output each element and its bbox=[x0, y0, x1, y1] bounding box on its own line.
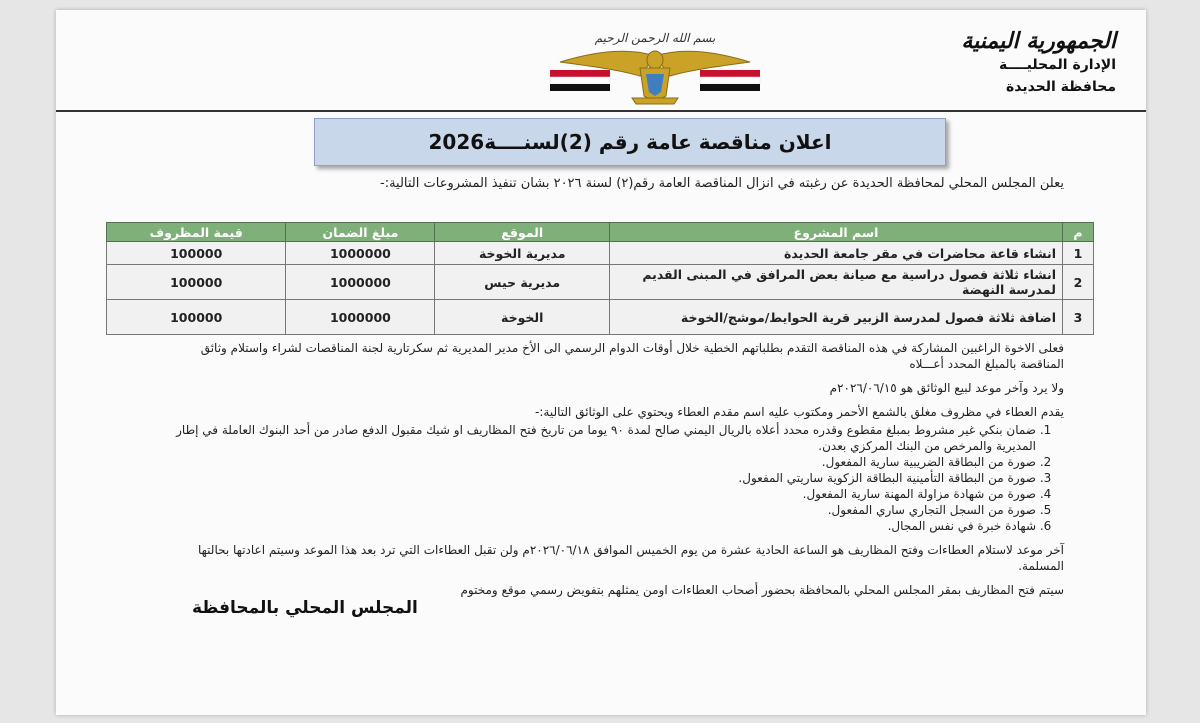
row-envelope: 100000 bbox=[107, 265, 286, 300]
list-item: 6. شهادة خبرة في نفس المجال. bbox=[164, 518, 1036, 534]
header-project: اسم المشروع bbox=[610, 223, 1063, 242]
row-number: 1 bbox=[1063, 242, 1094, 265]
issuer-line-2: محافظة الحديدة bbox=[1005, 79, 1116, 95]
row-location: مديرية الخوخة bbox=[435, 242, 610, 265]
row-project: انشاء ثلاثة فصول دراسية مع صيانة بعض المرافق في المبنى القديم لمدرسة النهضة bbox=[610, 265, 1063, 300]
government-title: الجمهورية اليمنية bbox=[961, 28, 1116, 54]
document-page bbox=[56, 10, 1146, 715]
issuer-line-1: الإدارة المحليــــة bbox=[999, 57, 1116, 73]
intro-paragraph: يعلن المجلس المحلي لمحافظة الحديدة عن رغبته في انزال المناقصة العامة رقم(٢) لسنة ٢٠٢٦ بشان تنفيذ المشروعات التالية:- bbox=[380, 176, 1064, 191]
list-item: 4. صورة من شهادة مزاولة المهنة سارية المفعول. bbox=[164, 486, 1036, 502]
row-number: 3 bbox=[1063, 300, 1094, 335]
yemen-emblem bbox=[540, 26, 770, 108]
list-item: 1. ضمان بنكي غير مشروط بمبلغ مقطوع وقدره محدد أعلاه بالريال اليمني صالح لمدة ٩٠ يوما من تاريخ فتح المظاريف او شيك مقبول الدفع صادر من أحد البنوك العاملة في إطار المديرية والمرخص من البنك المركزي بعدن. bbox=[164, 422, 1036, 454]
row-project: انشاء قاعة محاضرات في مقر جامعة الحديدة bbox=[610, 242, 1063, 265]
row-guarantee: 1000000 bbox=[286, 242, 435, 265]
issuer-block bbox=[896, 28, 1116, 98]
basmala-text: بسم الله الرحمن الرحيم bbox=[594, 31, 716, 45]
projects-table bbox=[106, 222, 1094, 335]
row-location: الخوخة bbox=[435, 300, 610, 335]
row-envelope: 100000 bbox=[107, 242, 286, 265]
table-row bbox=[107, 242, 1094, 265]
header-envelope: قيمة المظروف bbox=[107, 223, 286, 242]
list-item: 2. صورة من البطاقة الضريبية سارية المفعول. bbox=[164, 454, 1036, 470]
header-number: م bbox=[1063, 223, 1094, 242]
envelope-contents-intro: يقدم العطاء في مظروف مغلق بالشمع الأحمر ومكتوب عليه اسم مقدم العطاء ويحتوي على الوثائق التالية:- bbox=[535, 405, 1064, 419]
row-location: مديرية حيس bbox=[435, 265, 610, 300]
list-item: 5. صورة من السجل التجاري ساري المفعول. bbox=[164, 502, 1036, 518]
header-location: الموقع bbox=[435, 223, 610, 242]
submission-deadline-paragraph: آخر موعد لاستلام العطاءات وفتح المظاريف هو الساعة الحادية عشرة من يوم الخميس الموافق ٢٠٢٦/٠٦/١٨م ولن تقبل العطاءات التي ترد بعد هذا الموعد وسيتم اعادتها بحالتها المسلمة. bbox=[197, 543, 1064, 573]
row-guarantee: 1000000 bbox=[286, 265, 435, 300]
opening-paragraph: سيتم فتح المظاريف بمقر المجلس المحلي بالمحافظة بحضور أصحاب العطاءات اومن يمثلهم بتفويض رسمي موقع ومختوم bbox=[460, 583, 1064, 597]
application-paragraph: فعلى الاخوة الراغبين المشاركة في هذه المناقصة التقدم بطلباتهم الخطية خلال أوقات الدوام الرسمي الى الأخ مدير المديرية ثم سكرتارية لجنة المناقصات لشراء واستلام وثائق المناقصة بالمبلغ المحدد أعـــلاه bbox=[200, 341, 1064, 371]
announcement-title: اعلان مناقصة عامة رقم (2)لسنــــة2026 bbox=[428, 130, 832, 154]
announcement-title-box bbox=[314, 118, 946, 166]
row-project: اضافة ثلاثة فصول لمدرسة الزبير قرية الحوايط/موشج/الخوخة bbox=[610, 300, 1063, 335]
deadline-sale-paragraph: ولا يرد وآخر موعد لبيع الوثائق هو ٢٠٢٦/٠٦/١٥م bbox=[829, 381, 1064, 395]
conditions-section bbox=[164, 340, 1064, 606]
header-guarantee: مبلغ الضمان bbox=[286, 223, 435, 242]
row-number: 2 bbox=[1063, 265, 1094, 300]
table-header-row bbox=[107, 223, 1094, 242]
row-envelope: 100000 bbox=[107, 300, 286, 335]
row-guarantee: 1000000 bbox=[286, 300, 435, 335]
signature-council: المجلس المحلي بالمحافظة bbox=[192, 598, 418, 618]
header-divider bbox=[56, 110, 1146, 112]
table-row bbox=[107, 300, 1094, 335]
list-item: 3. صورة من البطاقة التأمينية البطاقة الزكوية ساريتي المفعول. bbox=[164, 470, 1036, 486]
table-row bbox=[107, 265, 1094, 300]
required-documents-list bbox=[164, 422, 1064, 534]
